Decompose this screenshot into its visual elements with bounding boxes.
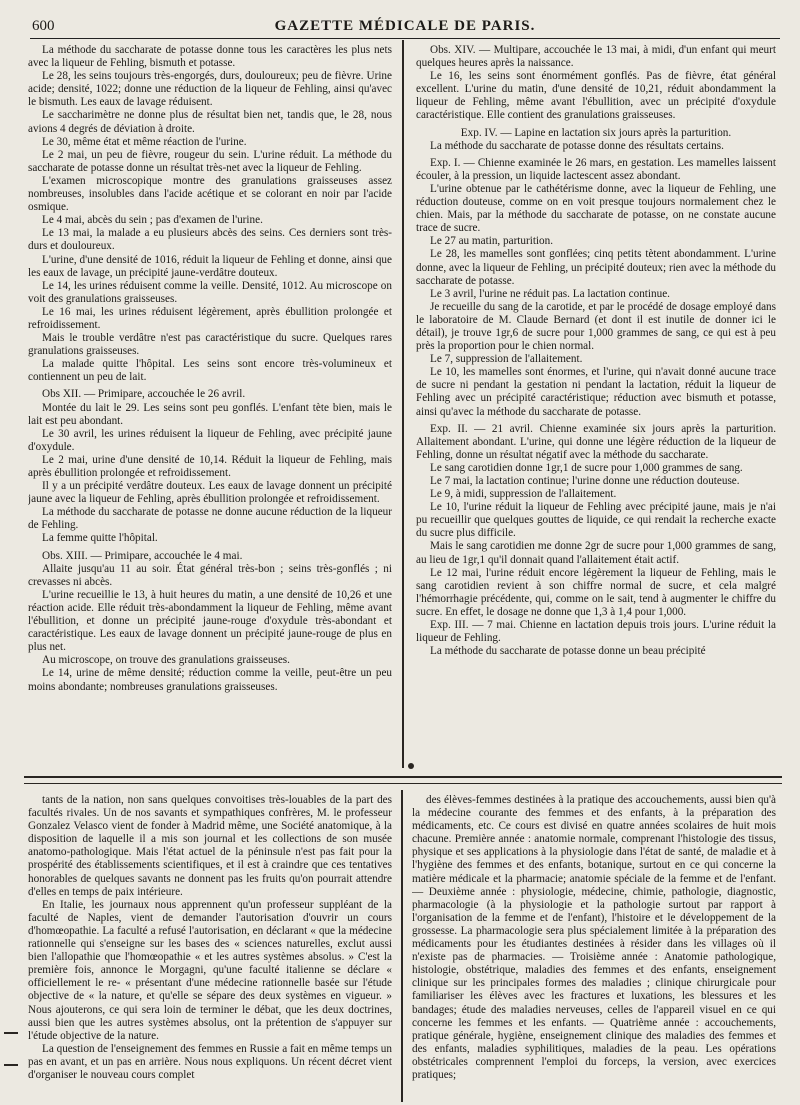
margin-mark <box>4 1032 18 1034</box>
paragraph: Il y a un précipité verdâtre douteux. Les eaux de lavage donnent un précipité jaune avec la liqueur de Fehling, après ébullition prolongée et refroidissement. <box>28 480 392 506</box>
paragraph: Le 28, les seins toujours très-engorgés, durs, douloureux; peu de fièvre. Urine acide; densité, 1022; donne une réduction de la liqueur de Fehling, ainsi qu'avec le bismuth. Les eaux de lavage réduisent. <box>28 70 392 109</box>
column-top-right <box>416 44 776 766</box>
paragraph: Le 2 mai, un peu de fièvre, rougeur du sein. L'urine réduit. La méthode du saccharate de potasse donne un résultat très-net avec la liqueur de Fehling. <box>28 148 392 174</box>
experiment-heading: Exp. IV. — Lapine en lactation six jours après la parturition. <box>460 126 732 139</box>
paragraph: Le 30 avril, les urines réduisent la liqueur de Fehling, avec précipité jaune d'oxydule. <box>28 427 392 453</box>
paragraph: La méthode du saccharate de potasse donne des résultats certains. <box>430 139 724 152</box>
paragraph: Montée du lait le 29. Les seins sont peu gonflés. L'enfant tète bien, mais le lait est peu abondant. <box>28 401 392 427</box>
observation-heading: Obs. XIV. — Multipare, accouchée le 13 mai, à midi, d'un enfant qui meurt quelques heures après la naissance. <box>416 44 776 70</box>
paragraph: La femme quitte l'hôpital. <box>42 532 158 545</box>
column-top-left <box>28 44 392 766</box>
paragraph: La méthode du saccharate de potasse ne donne aucune réduction de la liqueur de Fehling. <box>28 506 392 532</box>
paragraph: La méthode du saccharate de potasse donne tous les caractères les plus nets avec la liqueur de Fehling, bismuth et potasse. <box>28 44 392 70</box>
paragraph: Le 2 mai, urine d'une densité de 10,14. Réduit la liqueur de Fehling, mais après ébullition prolongée et refroidissement. <box>28 453 392 479</box>
paragraph: Le 7 mai, la lactation continue; l'urine donne une réduction douteuse. <box>430 475 740 487</box>
paragraph: Le 12 mai, l'urine réduit encore légèrement la liqueur de Fehling, mais le sang carotidien revient à son chiffre normal de sucre, et cela malgré l'hémorrhagie précédente, qui, comme on le sait, tend à augmenter le chiffre du sucre. En effet, le dosage ne donne que 1,3 à 1,4 pour 1,000. <box>416 566 776 618</box>
paragraph: Le 10, les mamelles sont énormes, et l'urine, qui n'avait donné aucune trace de sucre ni pendant la gestation ni pendant la lactation, réduit la liqueur de Fehling avec un précipité caractéristique; réduction avec bismuth et potasse, ainsi qu'avec la méthode du saccharate de potasse. <box>416 366 776 418</box>
column-rule-top <box>402 40 404 768</box>
paragraph: Le 30, même état et même réaction de l'urine. <box>42 135 247 148</box>
paragraph: Le 4 mai, abcès du sein ; pas d'examen de l'urine. <box>42 214 263 227</box>
paragraph: Le saccharimètre ne donne plus de résultat bien net, tandis que, le 28, nous avions 4 degrés de déviation à droite. <box>28 109 392 135</box>
column-bottom-right <box>412 794 776 1099</box>
paragraph: Au microscope, on trouve des granulations graisseuses. <box>42 654 290 667</box>
paragraph: Le sang carotidien donne 1gr,1 de sucre pour 1,000 grammes de sang. <box>430 461 743 474</box>
paragraph: Le 14, urine de même densité; réduction comme la veille, peut-être un peu moins abondante; nombreuses granulations graisseuses. <box>28 667 392 693</box>
paragraph: L'examen microscopique montre des granulations graisseuses assez nombreuses, insolubles dans l'acide acétique et se colorant en noir par l'acide osmique. <box>28 174 392 214</box>
column-bottom-left <box>28 794 392 1099</box>
paragraph: En Italie, les journaux nous apprennent qu'un professeur suppléant de la faculté de Naples, vient de demander l'autorisation d'ouvrir un cours d'homœopathie. La faculté a refusé l'autorisation, en déclarant « que la médecine rationnelle qui s'enseigne sur les bases des « sciences naturelles, exclut aussi bien l'allopathie que l'homœopathie « et les autres systèmes absolus. » C'est la première fois, annonce le Morgagni, qu'une faculté italienne se déclare « officiellement le re- « présentant d'une médecine rationnelle basée sur l'étude objective de « la nature, et qu'elle se sépare des deux systèmes en vigueur. » Nous ajouterons, ce qui sera loin de terminer le débat, que les deux doctrines, aussi bien que les autres systèmes absolus, ont la prétention de s'appuyer sur l'étude objective de la nature. <box>28 898 392 1042</box>
bullet-mark <box>408 763 414 769</box>
paragraph: Le 7, suppression de l'allaitement. <box>430 353 583 366</box>
column-rule-bottom <box>401 790 403 1102</box>
paragraph: L'urine recueillie le 13, à huit heures du matin, a une densité de 10,26 et une réaction acide. Elle réduit très-abondamment la liqueur de Fehling, même avant l'ébullition, et donne un précipité jaune-rouge d'oxydule très-abondant et caractéristique. Les eaux de lavage donnent un précipité jaune-rouge de plus en plus net. <box>28 588 392 654</box>
observation-heading: Obs XII. — Primipare, accouchée le 26 avril. <box>42 388 246 401</box>
paragraph: des élèves-femmes destinées à la pratique des accouchements, aussi bien qu'à la médecine courante des femmes et des enfants, à la préparation des médicaments, etc. Ce cours est divisé en quatre années scolaires de huit mois chacune. Première année : anatomie normale, comprenant l'histologie des tissus, physique et ses applications à la physiologie dans l'état de santé, de maladie et à l'hygiène des femmes et des enfants, botanique, surtout en ce qui concerne la matière médicale et la pharmacie; anatomie spéciale de la femme et de l'enfant. — Deuxième année : physiologie, médecine, chimie, pathologie, diagnostic, pharmacologie (à la physiologie et la pathologie surtout par rapport à l'organisation de la femme et de l'enfant), l'histoire et le développement de la grossesse. La pharmacologie sera plus spécialement limitée à la préparation des médicaments pour les étudiantes destinées à résider dans les villages où il n'existe pas de pharmacies. — Troisième année : Anatomie pathologique, histologie, obstétrique, maladies des femmes et des enfants, enseignement clinique sur les principales formes des maladies ; clinique chirurgicale pour familiariser les élèves avec les fractures et luxations, les blessures et les bandages; étude des maladies nerveuses, celles de l'appareil visuel en ce qui concerne les femmes et les enfants. — Quatrième année : accouchements, pratique générale, hygiène, enseignement clinique des maladies des femmes et des enfants, maladies syphilitiques, maladies de la peau. Les opérations obstétricales comprennent l'emploi du forceps, la version, avec exercices pratiques; <box>412 794 776 1081</box>
paragraph: Le 14, les urines réduisent comme la veille. Densité, 1012. Au microscope on voit des granulations graisseuses. <box>28 279 392 305</box>
paragraph: La méthode du saccharate de potasse donne un beau précipité <box>430 645 706 658</box>
paragraph: Le 13 mai, la malade a eu plusieurs abcès des seins. Ces derniers sont très-durs et douloureux. <box>28 227 392 253</box>
paragraph: Mais le trouble verdâtre n'est pas caractéristique du sucre. Quelques rares granulations graisseuses. <box>28 332 392 358</box>
paragraph: L'urine, d'une densité de 1016, réduit la liqueur de Fehling et donne, ainsi que les eaux de lavage, un précipité jaune-verdâtre douteux. <box>28 253 392 279</box>
experiment-heading: Exp. I. — Chienne examinée le 26 mars, en gestation. Les mamelles laissent écouler, à la pression, un liquide lactescent assez abondant. <box>416 156 776 182</box>
paragraph: Le 16 mai, les urines réduisent légèrement, après ébullition prolongée et refroidissement. <box>28 305 392 331</box>
page-number: 600 <box>32 18 55 34</box>
paragraph: Je recueille du sang de la carotide, et par le procédé de dosage employé dans le laboratoire de M. Claude Bernard (et dont il est inutile de donner ici le détail), je trouve 1gr,6 de sucre pour 1,000 grammes de sang, ce qui est à peu près la proportion pour le chien normal. <box>416 300 776 353</box>
paragraph: Le 27 au matin, parturition. <box>430 235 554 248</box>
paragraph: tants de la nation, non sans quelques convoitises très-louables de la part des facultés rivales. Un de nos savants et sympathiques confrères, M. le professeur Gonzalez Velasco vient de fonder à Madrid même, une Société anatomique, à la disposition de laquelle il a mis son journal et les collections de son musée anatomo-pathologique. Mais l'état actuel de la péninsule n'est pas fait pour la prospérité des établissements scientifiques, et il est à craindre que ces tentatives honorables de quelques savants ne donnent pas les fruits qu'on pourrait attendre d'elles en temps de paix intérieure. <box>28 794 392 898</box>
section-rule-lower <box>24 783 782 784</box>
paragraph: Le 28, les mamelles sont gonflées; cinq petits tètent abondamment. L'urine donne, avec la liqueur de Fehling, un précipité douteux; rien avec la méthode du saccharate de potasse. <box>416 248 776 287</box>
margin-mark <box>4 1064 18 1066</box>
observation-heading: Obs. XIII. — Primipare, accouchée le 4 mai. <box>42 549 243 562</box>
paragraph: Le 10, l'urine réduit la liqueur de Fehling avec précipité jaune, mais je n'ai pu recueillir que quelques gouttes de liquide, ce qui rendait la recherche exacte du sucre plus difficile. <box>416 501 776 540</box>
paragraph: La question de l'enseignement des femmes en Russie a fait en même temps un pas en avant, et un pas en arrière. Nous nous expliquons. Un récent décret vient d'organiser le nouveau cours complet <box>28 1042 392 1081</box>
page-header <box>30 14 780 39</box>
paragraph: Allaite jusqu'au 11 au soir. État général très-bon ; seins très-gonflés ; ni crevasses ni abcès. <box>28 562 392 588</box>
experiment-heading: Exp. II. — 21 avril. Chienne examinée six jours après la parturition. Allaitement abondant. L'urine, qui donne une légère réduction de la liqueur de Fehling, donne un résultat négatif avec la méthode du saccharate. <box>416 422 776 461</box>
paragraph: Le 3 avril, l'urine ne réduit pas. La lactation continue. <box>430 287 670 300</box>
paragraph: La malade quitte l'hôpital. Les seins sont encore très-volumineux et contiennent un peu de lait. <box>28 358 392 384</box>
section-rule-upper <box>24 776 782 778</box>
journal-title: GAZETTE MÉDICALE DE PARIS. <box>274 18 536 34</box>
paragraph: Le 9, à midi, suppression de l'allaitement. <box>430 488 617 501</box>
experiment-heading: Exp. III. — 7 mai. Chienne en lactation depuis trois jours. L'urine réduit la liqueur de Fehling. <box>416 619 776 645</box>
paragraph: Mais le sang carotidien me donne 2gr de sucre pour 1,000 grammes de sang, au lieu de 1gr,1 qu'il donnait quand l'allaitement était actif. <box>416 540 776 566</box>
paragraph: L'urine obtenue par le cathétérisme donne, avec la liqueur de Fehling, une réduction douteuse, comme on en voit presque toujours normalement chez le chien. Mais, par la méthode du saccharate de potasse, on ne constate aucune trace de sucre. <box>416 182 776 235</box>
paragraph: Le 16, les seins sont énormément gonflés. Pas de fièvre, état général excellent. L'urine du matin, d'une densité de 10,21, réduit abondamment la liqueur de Fehling, même avant l'ébullition, avec un précipité d'oxydule caractéristique. Elle contient des granulations graisseuses. <box>416 70 776 122</box>
